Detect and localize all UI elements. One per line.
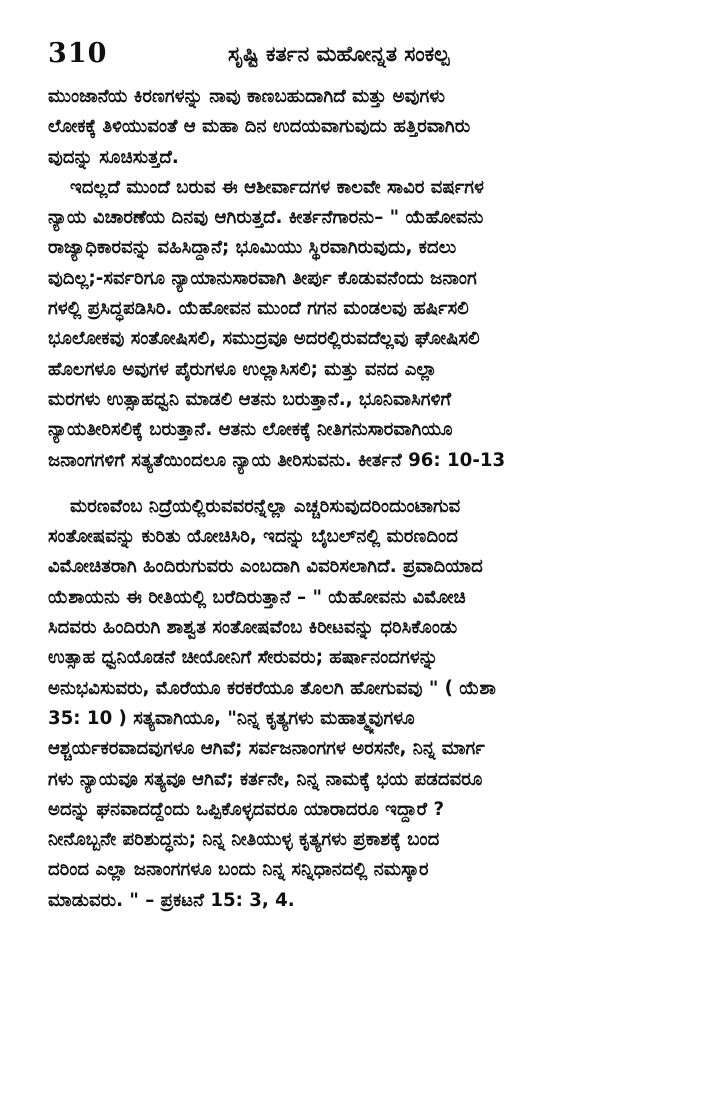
text-line: ಆಶ್ಚರ್ಯಕರವಾದವುಗಳೂ ಆಗಿವೆ; ಸರ್ವಜನಾಂಗಗಳ ಅರಸನೇ, ನಿನ್ನ ಮಾರ್ಗ [48, 738, 485, 760]
text-line: ಸಂತೋಷವನ್ನು ಕುರಿತು ಯೋಚಿಸಿರಿ, ಇದನ್ನು ಬೈಬಲ್‌ನಲ್ಲಿ ಮರಣದಿಂದ [48, 526, 458, 548]
text-line: ಉತ್ಸಾಹ ಧ್ವನಿಯೊಡನೆ ಚೀಯೋನಿಗೆ ಸೇರುವರು; ಹರ್ಷಾನಂದಗಳನ್ನು [48, 647, 439, 669]
running-title: ಸೃಷ್ಟಿ ಕರ್ತನ ಮಹೋನ್ನತ ಸಂಕಲ್ಪ [228, 42, 450, 66]
text-line: ವುದನ್ನು ಸೂಚಿಸುತ್ತದೆ. [48, 146, 179, 168]
text-line: ರಾಜ್ಯಾಧಿಕಾರವನ್ನು ವಹಿಸಿದ್ದಾನೆ; ಭೂಮಿಯು ಸ್ಥಿರವಾಗಿರುವುದು, ಕದಲು [48, 237, 457, 259]
text-line: ಮಾಡುವರು. " – ಪ್ರಕಟನೆ 15: 3, 4. [48, 889, 295, 911]
text-line: ಸಿದವರು ಹಿಂದಿರುಗಿ ಶಾಶ್ವತ ಸಂತೋಷವೆಂಬ ಕಿರೀಟವನ್ನು ಧರಿಸಿಕೊಂಡು [48, 617, 458, 639]
text-line: ಜನಾಂಗಗಳಿಗೆ ಸತ್ಯತೆಯಿಂದಲೂ ನ್ಯಾಯ ತೀರಿಸುವನು. ಕೀರ್ತನೆ 96: 10-13 [48, 449, 506, 471]
text-line: ಭೂಲೋಕವು ಸಂತೋಷಿಸಲಿ, ಸಮುದ್ರವೂ ಅದರಲ್ಲಿರುವದೆಲ್ಲವು ಘೋಷಿಸಲಿ [48, 328, 480, 350]
text-line: ನೀನೊಬ್ಬನೇ ಪರಿಶುದ್ಧನು; ನಿನ್ನ ನೀತಿಯುಳ್ಳ ಕೃತ್ಯಗಳು ಪ್ರಕಾಶಕ್ಕೆ ಬಂದ [48, 829, 440, 851]
text-line: ನ್ಯಾಯತೀರಿಸಲಿಕ್ಕೆ ಬರುತ್ತಾನೆ. ಆತನು ಲೋಕಕ್ಕೆ ನೀತಿಗನುಸಾರವಾಗಿಯೂ [48, 419, 453, 441]
text-line: ಮರಗಳು ಉತ್ಸಾಹಧ್ವನಿ ಮಾಡಲಿ ಆತನು ಬರುತ್ತಾನೆ., ಭೂನಿವಾಸಿಗಳಿಗೆ [48, 388, 452, 410]
paragraph-3 [48, 492, 668, 916]
text-line: ಗಳು ನ್ಯಾಯವೂ ಸತ್ಯವೂ ಆಗಿವೆ; ಕರ್ತನೇ, ನಿನ್ನ ನಾಮಕ್ಕೆ ಭಯ ಪಡದವರೂ [48, 768, 483, 790]
text-line: ಇದಲ್ಲದೆ ಮುಂದೆ ಬರುವ ಈ ಆಶೀರ್ವಾದಗಳ ಕಾಲವೇ ಸಾವಿರ ವರ್ಷಗಳ [70, 176, 484, 198]
page-header [48, 32, 668, 80]
text-line: ವಿಮೋಚಿತರಾಗಿ ಹಿಂದಿರುಗುವರು ಎಂಬದಾಗಿ ವಿವರಿಸಲಾಗಿದೆ. ಪ್ರವಾದಿಯಾದ [48, 556, 483, 578]
text-line: ಹೊಲಗಳೂ ಅವುಗಳ ಪೈರುಗಳೂ ಉಲ್ಲಾಸಿಸಲಿ; ಮತ್ತು ವನದ ಎಲ್ಲಾ [48, 358, 437, 380]
paragraph-2 [48, 173, 668, 476]
text-line: ದರಿಂದ ಎಲ್ಲಾ ಜನಾಂಗಗಳೂ ಬಂದು ನಿನ್ನ ಸನ್ನಿಧಾನದಲ್ಲಿ ನಮಸ್ಕಾರ [48, 859, 429, 881]
text-line: ಮರಣವೆಂಬ ನಿದ್ರೆಯಲ್ಲಿರುವವರನ್ನೆಲ್ಲಾ ಎಚ್ಚರಿಸುವುದರಿಂದುಂಟಾಗುವ [70, 495, 461, 517]
text-line: ಲೋಕಕ್ಕೆ ತಿಳಿಯುವಂತೆ ಆ ಮಹಾ ದಿನ ಉದಯವಾಗುವುದು ಹತ್ತಿರವಾಗಿರು [48, 116, 471, 138]
text-line: ವುದಿಲ್ಲ;-ಸರ್ವರಿಗೂ ನ್ಯಾಯಾನುಸಾರವಾಗಿ ತೀರ್ಪು ಕೊಡುವನೆಂದು ಜನಾಂಗ [48, 267, 477, 289]
text-line: ಅದನ್ನು ಘನವಾದದ್ದೆಂದು ಒಪ್ಪಿಕೊಳ್ಳದವರೂ ಯಾರಾದರೂ ಇದ್ದಾರೆ ? [48, 798, 445, 820]
text-line: ಯೆಶಾಯನು ಈ ರೀತಿಯಲ್ಲಿ ಬರೆದಿರುತ್ತಾನೆ – " ಯೆಹೋವನು ವಿಮೋಚಿ [48, 586, 466, 608]
paragraph-1 [48, 82, 668, 173]
page-number: 310 [48, 38, 108, 69]
text-line: ಅನುಭವಿಸುವರು, ಮೊರೆಯೂ ಕರಕರೆಯೂ ತೊಲಗಿ ಹೋಗುವವು " ( ಯೆಶಾ [48, 677, 496, 699]
text-line: ನ್ಯಾಯ ವಿಚಾರಣೆಯ ದಿನವು ಆಗಿರುತ್ತದೆ. ಕೀರ್ತನೆಗಾರನು– " ಯೆಹೋವನು [48, 207, 484, 229]
text-line: ಮುಂಜಾನೆಯ ಕಿರಣಗಳನ್ನು ನಾವು ಕಾಣಬಹುದಾಗಿದೆ ಮತ್ತು ಅವುಗಳು [48, 86, 445, 107]
text-line: 35: 10 ) ಸತ್ಯವಾಗಿಯೂ, "ನಿನ್ನ ಕೃತ್ಯಗಳು ಮಹಾತ್ಮ್ಯವುಗಳೂ [48, 707, 415, 729]
text-line: ಗಳಲ್ಲಿ ಪ್ರಸಿದ್ಧಪಡಿಸಿರಿ. ಯೆಹೋವನ ಮುಂದೆ ಗಗನ ಮಂಡಲವು ಹರ್ಷಿಸಲಿ [48, 298, 469, 320]
